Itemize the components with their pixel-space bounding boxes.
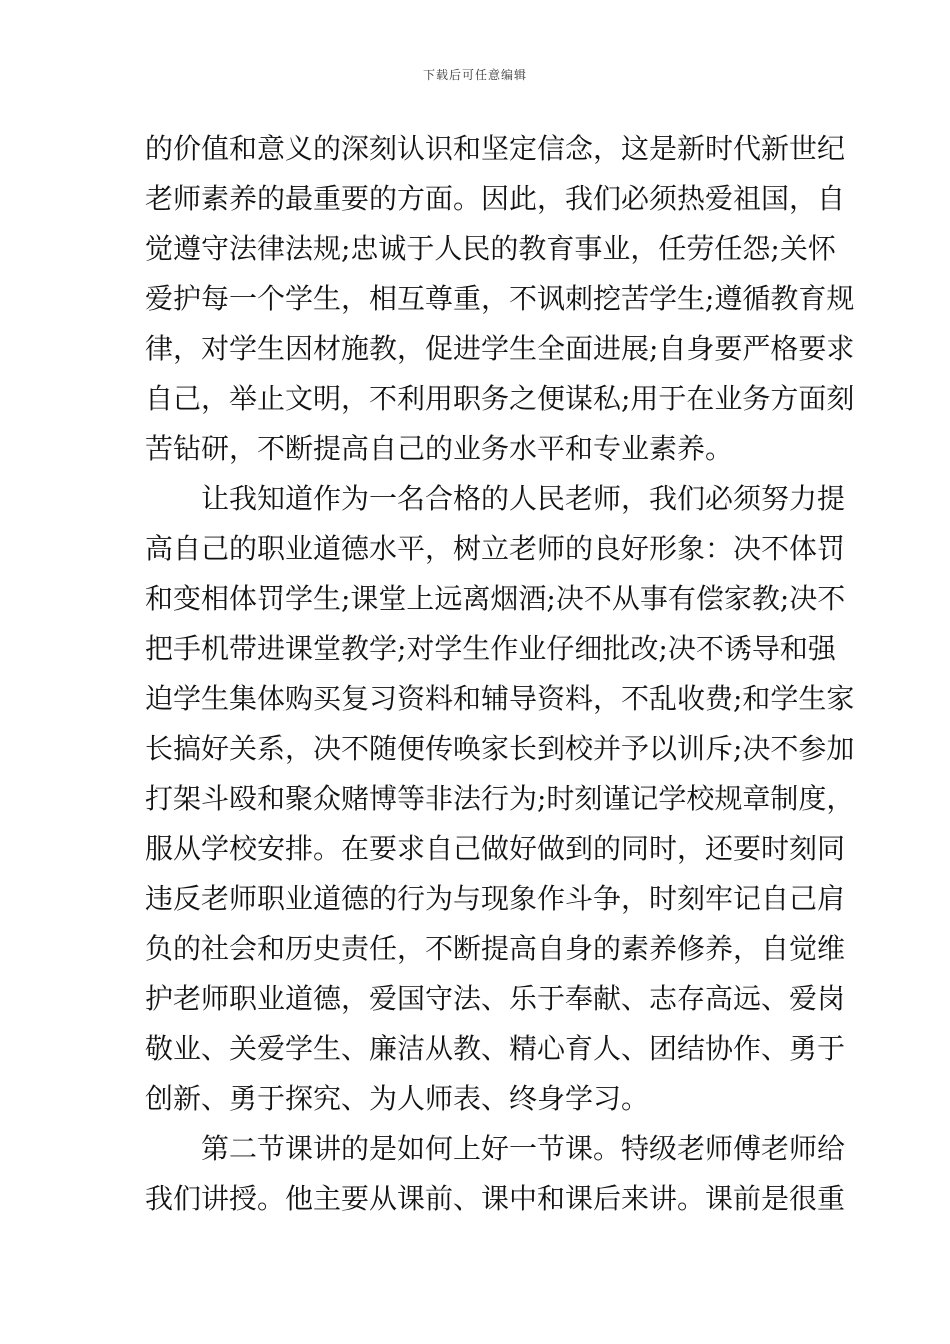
text-line: 苦钻研，不断提高自己的业务水平和专业素养。 — [145, 432, 734, 465]
text-line: 律，对学生因材施教，促进学生全面进展;自身要严格要求 — [145, 332, 855, 365]
page-header: 下载后可任意编辑 — [422, 68, 527, 82]
text-line: 长搞好关系，决不随便传唤家长到校并予以训斥;决不参加 — [145, 732, 855, 765]
text-line: 我们讲授。他主要从课前、课中和课后来讲。课前是很重 — [145, 1182, 846, 1215]
body-text — [145, 124, 855, 1224]
text-line: 和变相体罚学生;课堂上远离烟酒;决不从事有偿家教;决不 — [145, 582, 846, 615]
text-line: 让我知道作为一名合格的人民老师，我们必须努力提 — [201, 482, 846, 515]
paragraph-3 — [145, 1124, 846, 1224]
text-line: 爱护每一个学生，相互尊重，不讽刺挖苦学生;遵循教育规 — [145, 282, 855, 315]
paragraph-1 — [145, 124, 855, 474]
text-line: 老师素养的最重要的方面。因此，我们必须热爱祖国，自 — [145, 182, 846, 215]
text-line: 打架斗殴和聚众赌博等非法行为;时刻谨记学校规章制度， — [145, 782, 855, 815]
text-line: 服从学校安排。在要求自己做好做到的同时，还要时刻同 — [145, 832, 846, 865]
text-line: 高自己的职业道德水平，树立老师的良好形象：决不体罚 — [145, 532, 846, 565]
text-line: 敬业、关爱学生、廉洁从教、精心育人、团结协作、勇于 — [145, 1032, 846, 1065]
text-line: 觉遵守法律法规;忠诚于人民的教育事业，任劳任怨;关怀 — [145, 232, 836, 265]
text-line: 创新、勇于探究、为人师表、终身学习。 — [145, 1082, 650, 1115]
paragraph-2 — [145, 474, 855, 1124]
text-line: 违反老师职业道德的行为与现象作斗争，时刻牢记自己肩 — [145, 882, 846, 915]
text-line: 负的社会和历史责任，不断提高自身的素养修养，自觉维 — [145, 932, 846, 965]
text-line: 自己，举止文明，不利用职务之便谋私;用于在业务方面刻 — [145, 382, 855, 415]
text-line: 的价值和意义的深刻认识和坚定信念，这是新时代新世纪 — [145, 132, 846, 165]
text-line: 护老师职业道德，爱国守法、乐于奉献、志存高远、爱岗 — [145, 982, 846, 1015]
text-line: 把手机带进课堂教学;对学生作业仔细批改;决不诱导和强 — [145, 632, 836, 665]
text-line: 迫学生集体购买复习资料和辅导资料，不乱收费;和学生家 — [145, 682, 855, 715]
text-line: 第二节课讲的是如何上好一节课。特级老师傅老师给 — [201, 1132, 846, 1165]
